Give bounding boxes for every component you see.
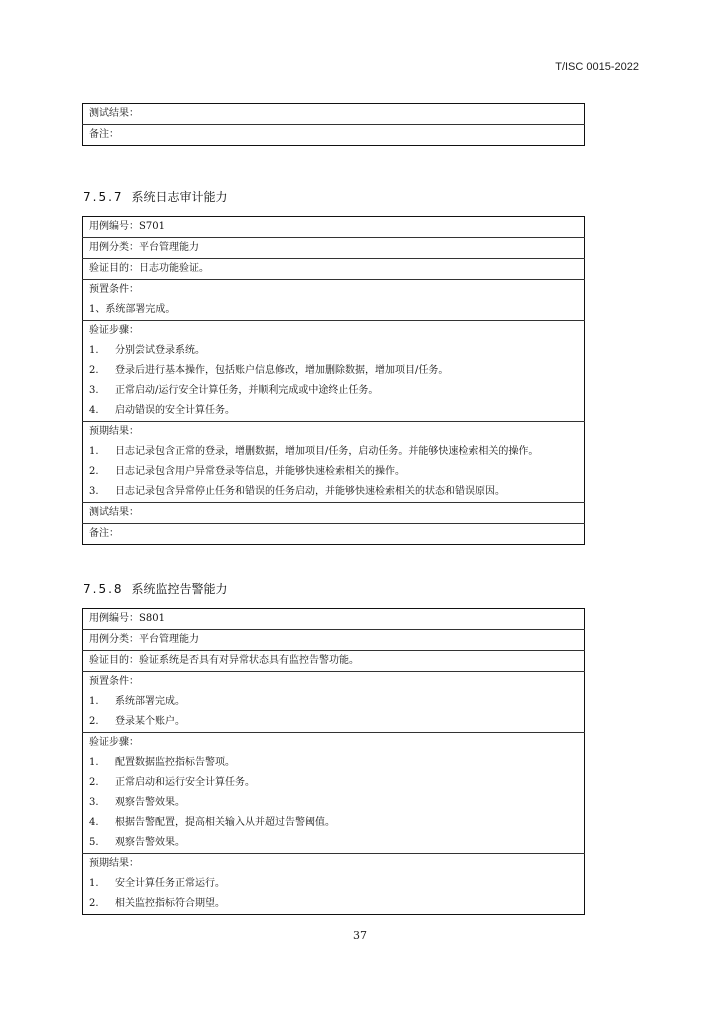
- step-text: 正常启动和运行安全计算任务。: [115, 777, 255, 788]
- test-result-label: 测试结果：: [83, 503, 585, 524]
- preconditions-label: 预置条件：: [83, 280, 585, 301]
- step-item: [83, 341, 585, 361]
- expected-number: 1.: [89, 878, 99, 889]
- expected-label: 预期结果：: [83, 854, 585, 875]
- expected-number: 2.: [89, 898, 99, 909]
- expected-text: 日志记录包含用户异常登录等信息，并能够快速检索相关的操作。: [115, 466, 405, 477]
- case-id: 用例编号：S701: [89, 221, 165, 232]
- section-heading-757: [83, 188, 228, 205]
- step-item: [83, 793, 585, 813]
- expected-number: 1.: [89, 446, 99, 457]
- expected-item: [83, 442, 585, 462]
- preconditions-label: 预置条件：: [83, 672, 585, 693]
- section-title: 系统日志审计能力: [131, 190, 228, 204]
- precondition-number: 1.: [89, 696, 99, 707]
- step-item: [83, 833, 585, 854]
- section-number: 7.5.7: [83, 190, 124, 204]
- precondition-text: 登录某个账户。: [115, 716, 185, 727]
- expected-text: 日志记录包含异常停止任务和错误的任务启动，并能够快速检索相关的状态和错误原因。: [115, 486, 505, 497]
- case-category: 用例分类：平台管理能力: [83, 238, 585, 259]
- precondition-number: 2.: [89, 716, 99, 727]
- expected-text: 相关监控指标符合期望。: [115, 898, 225, 909]
- precondition-item: [83, 692, 585, 712]
- step-item: [83, 773, 585, 793]
- case-id: 用例编号：S801: [89, 613, 165, 624]
- step-number: 1.: [89, 345, 99, 356]
- test-case-table-s801: [82, 608, 585, 915]
- case-category: 用例分类：平台管理能力: [83, 630, 585, 651]
- expected-item: [83, 874, 585, 894]
- step-text: 登录后进行基本操作，包括账户信息修改，增加删除数据，增加项目/任务。: [115, 365, 449, 376]
- expected-item: [83, 482, 585, 503]
- test-case-table-s701: [82, 216, 585, 545]
- step-number: 3.: [89, 385, 99, 396]
- precondition-item: [83, 712, 585, 733]
- expected-text: 安全计算任务正常运行。: [115, 878, 225, 889]
- step-text: 正常启动/运行安全计算任务，并顺利完成或中途终止任务。: [115, 385, 379, 396]
- step-number: 4.: [89, 405, 99, 416]
- step-item: [83, 381, 585, 401]
- step-number: 5.: [89, 837, 99, 848]
- remarks-label: 备注：: [83, 125, 585, 146]
- expected-number: 2.: [89, 466, 99, 477]
- step-text: 根据告警配置，提高相关输入从并超过告警阈值。: [115, 817, 335, 828]
- step-item: [83, 813, 585, 833]
- case-purpose: 验证目的：验证系统是否具有对异常状态具有监控告警功能。: [83, 651, 585, 672]
- expected-label: 预期结果：: [83, 422, 585, 443]
- page-number: 37: [353, 929, 367, 942]
- steps-label: 验证步骤：: [83, 733, 585, 754]
- step-item: [83, 753, 585, 773]
- step-text: 观察告警效果。: [115, 797, 185, 808]
- section-title: 系统监控告警能力: [131, 582, 228, 596]
- remarks-label: 备注：: [83, 524, 585, 545]
- precondition-text: 系统部署完成。: [115, 696, 185, 707]
- section-heading-758: [83, 580, 228, 597]
- previous-case-table-end: [82, 103, 585, 146]
- expected-text: 日志记录包含正常的登录，增删数据，增加项目/任务，启动任务。并能够快速检索相关的操作。: [115, 446, 539, 457]
- step-number: 2.: [89, 777, 99, 788]
- case-purpose: 验证目的：日志功能验证。: [83, 259, 585, 280]
- steps-label: 验证步骤：: [83, 321, 585, 342]
- step-number: 2.: [89, 365, 99, 376]
- expected-item: [83, 462, 585, 482]
- precondition-item: 1、系统部署完成。: [89, 304, 176, 315]
- expected-item: [83, 894, 585, 915]
- step-text: 启动错误的安全计算任务。: [115, 405, 235, 416]
- step-text: 分别尝试登录系统。: [115, 345, 205, 356]
- test-result-label: 测试结果：: [89, 108, 139, 119]
- step-text: 观察告警效果。: [115, 837, 185, 848]
- step-number: 3.: [89, 797, 99, 808]
- step-text: 配置数据监控指标告警项。: [115, 757, 235, 768]
- step-number: 4.: [89, 817, 99, 828]
- step-item: [83, 361, 585, 381]
- step-item: [83, 401, 585, 422]
- section-number: 7.5.8: [83, 582, 124, 596]
- step-number: 1.: [89, 757, 99, 768]
- document-code: T/ISC 0015-2022: [555, 61, 639, 73]
- expected-number: 3.: [89, 486, 99, 497]
